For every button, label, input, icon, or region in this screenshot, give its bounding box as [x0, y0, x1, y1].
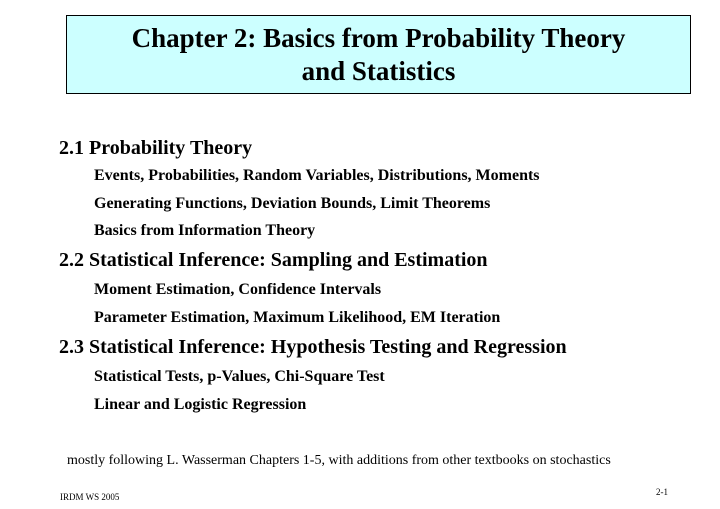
section-2-3-item-2: Linear and Logistic Regression	[94, 396, 307, 413]
section-2-2-item-2: Parameter Estimation, Maximum Likelihood, EM Iteration	[94, 309, 501, 326]
section-2-1-item-3: Basics from Information Theory	[94, 222, 316, 239]
course-footer: IRDM WS 2005	[60, 492, 120, 502]
section-heading-2-1: 2.1 Probability Theory	[59, 137, 253, 159]
page-number: 2-1	[656, 487, 668, 497]
section-2-1-item-2: Generating Functions, Deviation Bounds, Limit Theorems	[94, 195, 491, 212]
section-2-3-item-1: Statistical Tests, p-Values, Chi-Square Test	[94, 368, 385, 385]
section-2-1-item-1: Events, Probabilities, Random Variables, Distributions, Moments	[94, 167, 540, 184]
slide-title-line-1: Chapter 2: Basics from Probability Theory	[131, 22, 626, 53]
section-heading-2-3: 2.3 Statistical Inference: Hypothesis Testing and Regression	[59, 336, 567, 358]
section-2-2-item-1: Moment Estimation, Confidence Intervals	[94, 281, 382, 298]
section-heading-2-2: 2.2 Statistical Inference: Sampling and Estimation	[59, 249, 488, 271]
source-footnote: mostly following L. Wasserman Chapters 1-5, with additions from other textbooks on stochastics	[67, 453, 611, 468]
slide-title-line-2: and Statistics	[301, 55, 456, 86]
